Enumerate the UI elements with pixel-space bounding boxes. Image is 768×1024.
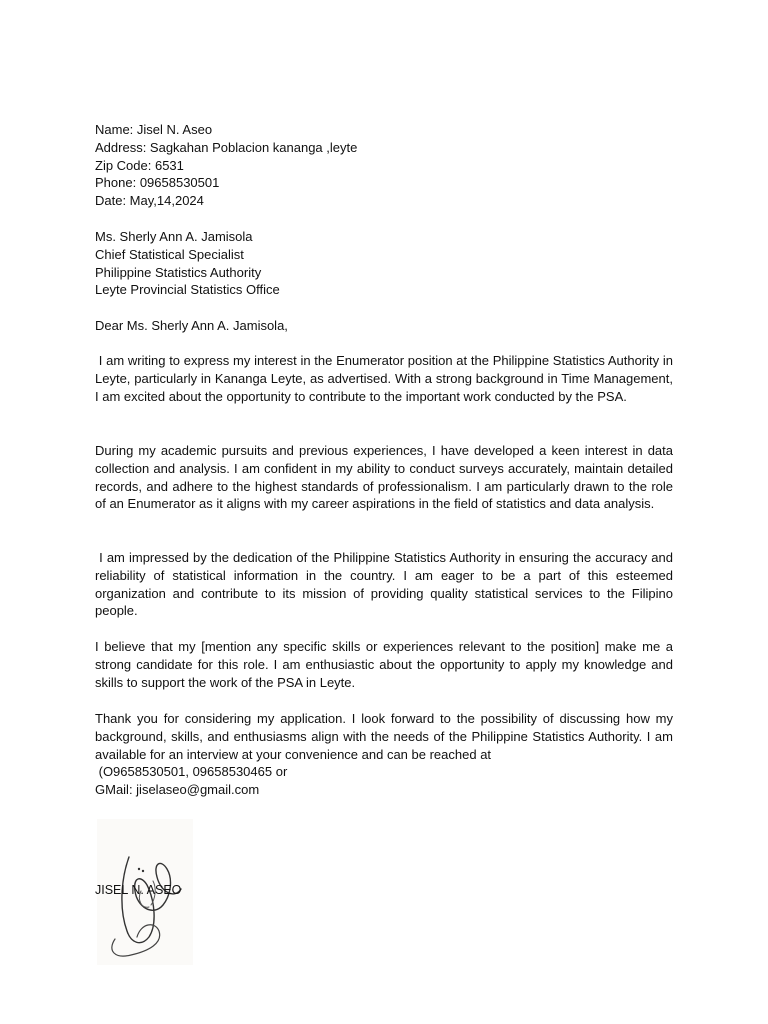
body-paragraph-1 xyxy=(95,352,677,405)
paragraph-text: During my academic pursuits and previous experiences, I have developed a keen interest in data collection and analysis. I am confident in my ability to conduct surveys accurately, maintain detailed records, and adhere to the highest standards of professionalism. I am particularly drawn to the role of an Enumerator as it aligns with my career aspirations in the field of statistics and data analysis. xyxy=(95,443,673,512)
body-paragraph-3 xyxy=(95,549,677,620)
recipient-office: Leyte Provincial Statistics Office xyxy=(95,282,280,298)
recipient-title: Chief Statistical Specialist xyxy=(95,246,244,262)
sender-phone: Phone: 09658530501 xyxy=(95,175,220,191)
body-paragraph-5 xyxy=(95,710,673,799)
recipient-organization: Philippine Statistics Authority xyxy=(95,264,262,280)
paragraph-text: I am writing to express my interest in the Enumerator position at the Philippine Statistics Authority in Leyte, particularly in Kananga Leyte, as advertised. With a strong background in Time Management, I am excited about the opportunity to contribute to the important work conducted by the PSA. xyxy=(95,353,677,404)
sender-address: Address: Sagkahan Poblacion kananga ,leyte xyxy=(95,139,358,155)
salutation-text: Dear Ms. Sherly Ann A. Jamisola, xyxy=(95,318,288,333)
sender-info xyxy=(95,121,673,210)
paragraph-text: Thank you for considering my application. I look forward to the possibility of discussing how my background, skills, and enthusiasms align with the needs of the Philippine Statistics Authority. I am available for an interview at your convenience and can be reached at xyxy=(95,711,673,762)
sender-zip: Zip Code: 6531 xyxy=(95,157,184,173)
body-paragraph-4 xyxy=(95,638,673,691)
sender-name: Name: Jisel N. Aseo xyxy=(95,122,213,137)
body-paragraph-2 xyxy=(95,442,673,513)
paragraph-text: I am impressed by the dedication of the Philippine Statistics Authority in ensuring the accuracy and reliability of statistical information in the country. I am eager to be a part of this esteemed organization and contribute to its mission of providing quality statistical services to the Filipino people. xyxy=(95,550,677,619)
recipient-info xyxy=(95,228,673,299)
salutation xyxy=(95,317,673,335)
contact-phones: (O9658530501, 09658530465 or xyxy=(95,764,288,780)
recipient-name: Ms. Sherly Ann A. Jamisola xyxy=(95,229,253,244)
contact-email: GMail: jiselaseo@gmail.com xyxy=(95,782,260,798)
paragraph-text: I believe that my [mention any specific skills or experiences relevant to the position] make me a strong candidate for this role. I am enthusiastic about the opportunity to apply my knowledge and skills to support the work of the PSA in Leyte. xyxy=(95,639,673,690)
signature-printed-name: JISEL N. ASEO xyxy=(95,883,182,897)
letter-date: Date: May,14,2024 xyxy=(95,193,204,209)
